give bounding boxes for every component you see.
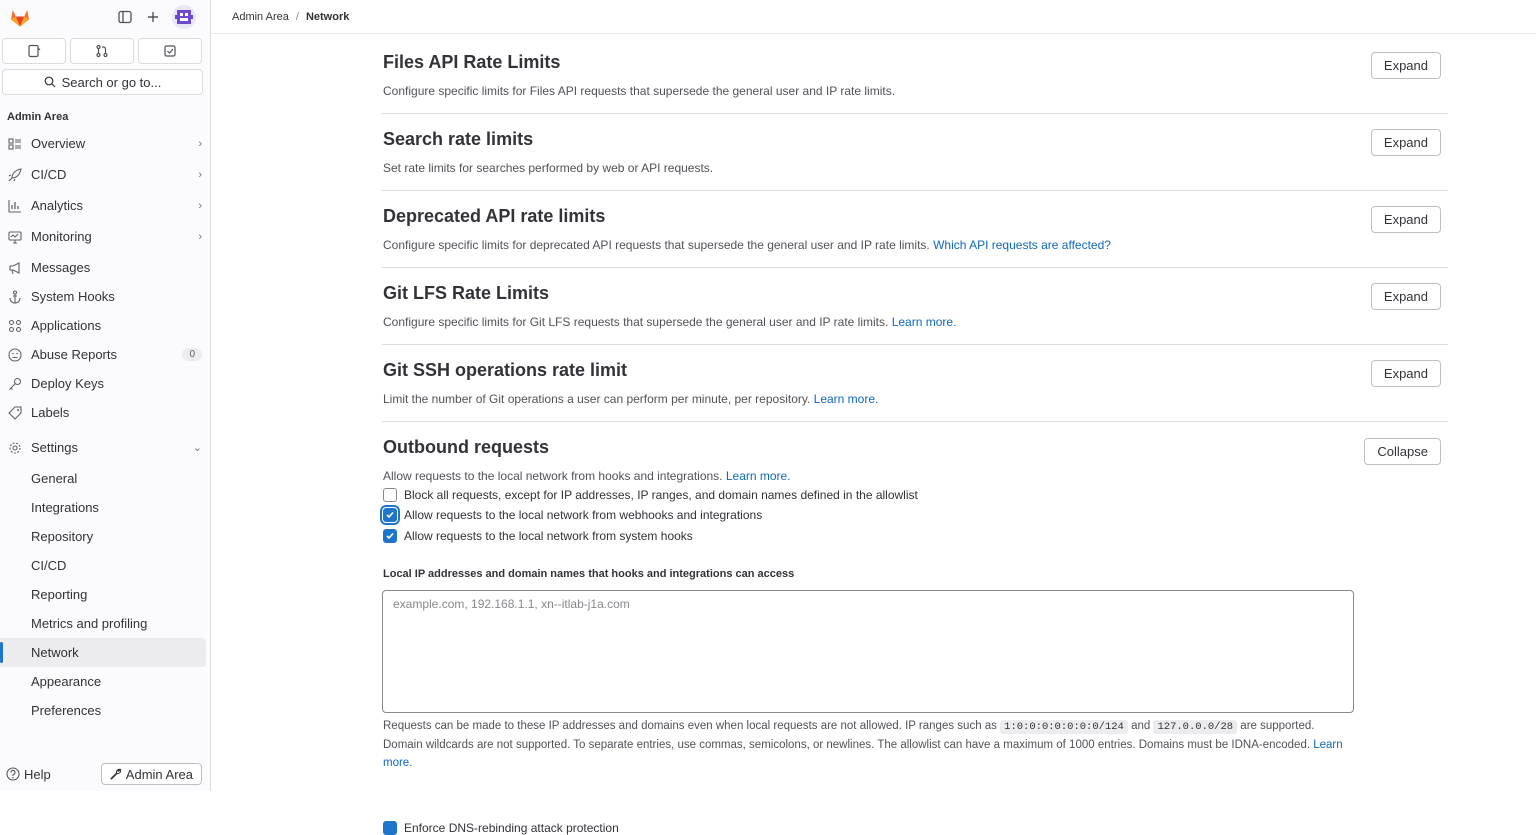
block-all-requests-checkbox[interactable] bbox=[383, 488, 397, 502]
count-badge: 0 bbox=[182, 348, 202, 361]
overview-icon bbox=[7, 136, 23, 152]
monitor-icon bbox=[7, 229, 23, 245]
gitlab-logo-icon[interactable] bbox=[8, 5, 32, 29]
breadcrumb-separator: / bbox=[295, 10, 299, 23]
issues-shortcut[interactable] bbox=[2, 38, 66, 64]
sidebar-item-messages[interactable] bbox=[0, 253, 210, 282]
affected-requests-link[interactable]: Which API requests are affected? bbox=[933, 238, 1111, 252]
sidebar-item-labels[interactable] bbox=[0, 398, 210, 427]
sidebar-item-label: CI/CD bbox=[31, 167, 67, 182]
allowlist-help-text: Requests can be made to these IP addresses and domains even when local requests are not allowed. IP ranges such as 1:0:0:0:0:0:0:0/124 and 127.0.0.0/28 are supported. Domain wildcards are not supported. To separate entries, use commas, semicolons, or newlines. The allowlist can have a maximum of 1000 entries. Domains must be IDNA-encoded. Learn more. bbox=[383, 720, 1343, 769]
search-label: Search or go to... bbox=[61, 74, 162, 90]
check-icon bbox=[385, 510, 395, 520]
settings-section-search bbox=[382, 114, 1448, 191]
section-description: Limit the number of Git operations a user can perform per minute, per repository. Learn more. bbox=[383, 392, 879, 406]
allow-webhooks-checkbox[interactable] bbox=[383, 508, 397, 522]
sidebar-subitem-reporting[interactable]: Reporting bbox=[31, 587, 88, 602]
allow-webhooks-option[interactable] bbox=[383, 508, 762, 522]
plus-icon[interactable] bbox=[144, 8, 162, 26]
sidebar-shortcuts bbox=[0, 34, 210, 64]
section-title: Files API Rate Limits bbox=[383, 52, 561, 72]
rocket-icon bbox=[7, 167, 23, 183]
sidebar-item-label: Abuse Reports bbox=[31, 347, 117, 362]
todos-shortcut[interactable] bbox=[138, 38, 202, 64]
check-icon bbox=[385, 531, 395, 541]
sidebar-item-label: Applications bbox=[31, 318, 102, 333]
issues-icon bbox=[27, 44, 41, 58]
chevron-right-icon: › bbox=[198, 199, 202, 212]
checkbox-label: Block all requests, except for IP addresses, IP ranges, and domain names defined in the allowlist bbox=[404, 488, 918, 502]
sidebar-subitem-preferences[interactable]: Preferences bbox=[31, 703, 102, 718]
sidebar-item-overview[interactable] bbox=[0, 129, 210, 158]
sidebar-subitem-network[interactable]: Network bbox=[0, 638, 206, 667]
section-description: Set rate limits for searches performed by web or API requests. bbox=[383, 161, 714, 175]
settings-section-git-lfs bbox=[382, 268, 1448, 345]
sidebar-toggle-icon[interactable] bbox=[116, 8, 134, 26]
sidebar-item-label: Messages bbox=[31, 260, 91, 275]
avatar[interactable] bbox=[172, 5, 196, 29]
anchor-icon bbox=[7, 289, 23, 305]
settings-section-files-api bbox=[382, 37, 1448, 114]
help-label: Help bbox=[24, 766, 51, 782]
section-description: Configure specific limits for Git LFS requests that supersede the general user and IP rate limits. Learn more. bbox=[383, 315, 957, 329]
key-icon bbox=[7, 376, 23, 392]
dns-rebinding-checkbox[interactable] bbox=[383, 821, 397, 835]
chart-icon bbox=[7, 198, 23, 214]
sidebar-subitem-metrics[interactable]: Metrics and profiling bbox=[31, 616, 148, 631]
sidebar-subitem-general[interactable]: General bbox=[31, 471, 78, 486]
sidebar-footer bbox=[0, 757, 210, 791]
label-icon bbox=[7, 405, 23, 421]
sidebar-item-analytics[interactable] bbox=[0, 191, 210, 220]
section-description: Configure specific limits for Files API requests that supersede the general user and IP rate limits. bbox=[383, 84, 896, 98]
section-title: Outbound requests bbox=[383, 437, 549, 457]
sidebar-item-deploy-keys[interactable] bbox=[0, 369, 210, 398]
allow-system-hooks-checkbox[interactable] bbox=[383, 529, 397, 543]
settings-content bbox=[382, 37, 1448, 835]
sidebar-item-label: Monitoring bbox=[31, 229, 92, 244]
sidebar-item-cicd[interactable] bbox=[0, 160, 210, 189]
sidebar-item-label: Deploy Keys bbox=[31, 376, 104, 391]
question-icon bbox=[6, 767, 20, 781]
sidebar-subitem-repository[interactable]: Repository bbox=[31, 529, 94, 544]
section-title: Search rate limits bbox=[383, 129, 534, 149]
chevron-right-icon: › bbox=[198, 230, 202, 243]
settings-section-git-ssh bbox=[382, 345, 1448, 422]
dns-rebinding-option[interactable] bbox=[383, 821, 619, 835]
gear-icon bbox=[7, 440, 23, 456]
sidebar bbox=[0, 0, 211, 791]
expand-button[interactable]: Expand bbox=[1371, 129, 1441, 156]
admin-area-button[interactable] bbox=[101, 763, 202, 785]
sidebar-header bbox=[0, 0, 210, 34]
sidebar-subitem-integrations[interactable]: Integrations bbox=[31, 500, 99, 515]
section-title: Git SSH operations rate limit bbox=[383, 360, 628, 380]
sidebar-item-label: Overview bbox=[31, 136, 86, 151]
checkbox-label: Enforce DNS-rebinding attack protection bbox=[404, 821, 619, 835]
search-icon bbox=[44, 76, 56, 88]
expand-button[interactable]: Expand bbox=[1371, 206, 1441, 233]
allowlist-textarea[interactable] bbox=[382, 590, 1354, 713]
expand-button[interactable]: Expand bbox=[1371, 283, 1441, 310]
sidebar-item-label: System Hooks bbox=[31, 289, 115, 304]
sidebar-item-settings[interactable] bbox=[0, 433, 210, 462]
collapse-button[interactable]: Collapse bbox=[1364, 438, 1441, 465]
breadcrumb-admin-area[interactable]: Admin Area bbox=[232, 10, 289, 23]
sidebar-item-label: Analytics bbox=[31, 198, 84, 213]
checkbox-label: Allow requests to the local network from system hooks bbox=[404, 529, 693, 543]
todo-icon bbox=[163, 44, 177, 58]
merge-request-icon bbox=[95, 44, 109, 58]
learn-more-link[interactable]: Learn more. bbox=[725, 469, 791, 483]
learn-more-link[interactable]: Learn more. bbox=[383, 739, 1343, 769]
sidebar-section-title: Admin Area bbox=[7, 111, 69, 123]
learn-more-link[interactable]: Learn more. bbox=[813, 392, 879, 406]
section-description: Allow requests to the local network from hooks and integrations. Learn more. bbox=[383, 469, 791, 483]
chevron-right-icon: › bbox=[198, 137, 202, 150]
chevron-right-icon: › bbox=[198, 168, 202, 181]
breadcrumb-current[interactable]: Network bbox=[305, 10, 350, 23]
settings-section-deprecated-api bbox=[382, 191, 1448, 268]
checkbox-label: Allow requests to the local network from webhooks and integrations bbox=[404, 508, 763, 522]
sidebar-item-applications[interactable] bbox=[0, 311, 210, 340]
learn-more-link[interactable]: Learn more. bbox=[891, 315, 957, 329]
sidebar-item-label: Settings bbox=[31, 440, 78, 455]
sidebar-item-label: Labels bbox=[31, 405, 70, 420]
code-ipv6-range: 1:0:0:0:0:0:0:0/124 bbox=[1000, 720, 1128, 734]
sidebar-subitem-cicd[interactable]: CI/CD bbox=[31, 558, 67, 573]
help-button[interactable] bbox=[6, 767, 51, 782]
wrench-icon bbox=[110, 768, 122, 780]
chevron-down-icon: ⌄ bbox=[192, 442, 202, 454]
slight-frown-icon bbox=[7, 347, 23, 363]
allow-system-hooks-option[interactable] bbox=[383, 529, 693, 543]
admin-area-label: Admin Area bbox=[125, 766, 193, 782]
expand-button[interactable]: Expand bbox=[1371, 360, 1441, 387]
section-title: Deprecated API rate limits bbox=[383, 206, 606, 226]
expand-button[interactable]: Expand bbox=[1371, 52, 1441, 79]
sidebar-item-system-hooks[interactable] bbox=[0, 282, 210, 311]
sidebar-item-monitoring[interactable] bbox=[0, 222, 210, 251]
bullhorn-icon bbox=[7, 260, 23, 276]
section-title: Git LFS Rate Limits bbox=[383, 283, 550, 303]
search-button[interactable] bbox=[2, 69, 203, 95]
applications-icon bbox=[7, 318, 23, 334]
block-all-requests-option[interactable] bbox=[383, 488, 918, 502]
main-content bbox=[211, 0, 1536, 835]
section-description: Configure specific limits for deprecated API requests that supersede the general user and IP rate limits. Which API requests are affected? bbox=[383, 238, 1111, 252]
merge-requests-shortcut[interactable] bbox=[70, 38, 134, 64]
sidebar-subitem-appearance[interactable]: Appearance bbox=[31, 674, 102, 689]
code-ipv4-range: 127.0.0.0/28 bbox=[1153, 720, 1237, 734]
breadcrumb bbox=[211, 0, 1536, 34]
sidebar-item-abuse-reports[interactable] bbox=[0, 340, 210, 369]
allowlist-label: Local IP addresses and domain names that hooks and integrations can access bbox=[383, 568, 795, 580]
